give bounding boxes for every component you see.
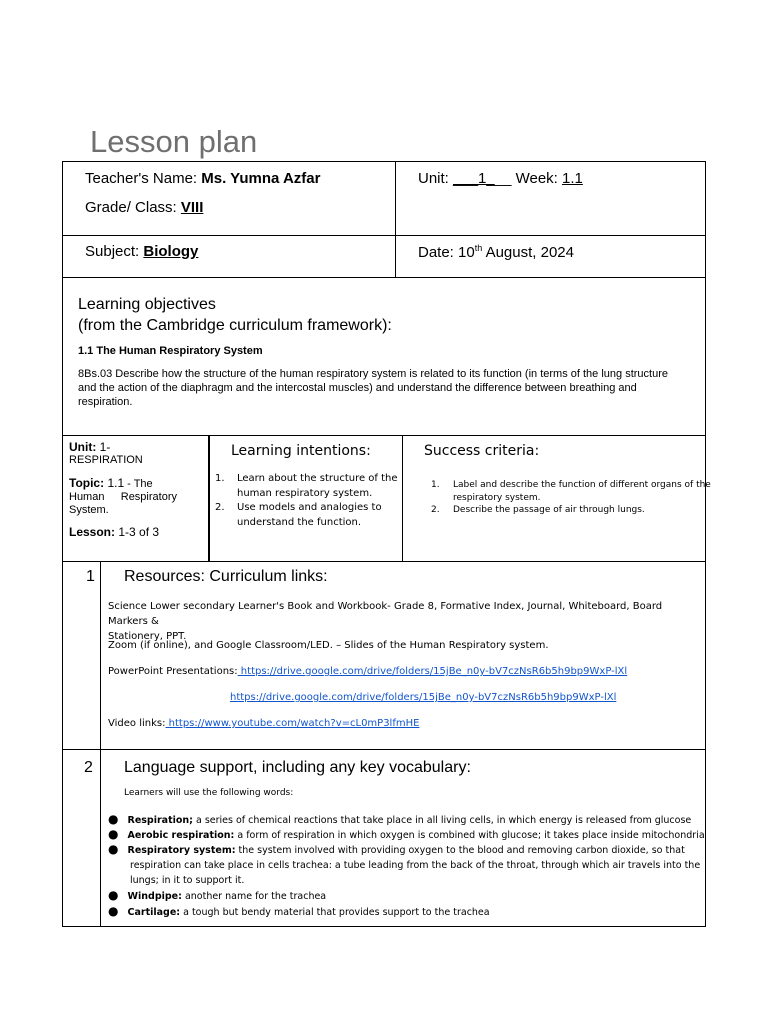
intentions-line: understand the function. [237, 517, 362, 528]
resources-line-1 [108, 599, 698, 644]
success-line: Label and describe the function of different organs of the [453, 480, 711, 490]
ppt-link-1[interactable]: https://drive.google.com/drive/folders/15jBe_n0y-bV7czNsR6b5h9bp9WxP-lXl [237, 666, 628, 677]
teacher-name: Ms. Yumna Azfar [201, 170, 321, 187]
success-line: Describe the passage of air through lungs. [453, 505, 645, 515]
vocab-term: Respiratory system: [127, 845, 236, 856]
language-number: 2 [84, 759, 93, 776]
page-title: Lesson plan [90, 124, 258, 159]
date-label: Date: 10 [418, 244, 475, 261]
vocab-item [108, 812, 691, 828]
bullet-icon: ● [108, 904, 119, 918]
success-num: 1. [431, 480, 440, 490]
teacher-label: Teacher's Name: [85, 170, 198, 187]
success-item [431, 504, 645, 517]
bullet-icon: ● [108, 842, 119, 856]
topic-line-2: Human Respiratory [69, 491, 177, 503]
language-num-divider [100, 749, 101, 927]
topic-label: Topic: [69, 476, 105, 490]
vocab-def: a form of respiration in which oxygen is combined with glucose; it takes place inside mitochondria [234, 830, 705, 841]
language-heading: Language support, including any key vocabulary: [124, 759, 471, 776]
bullet-icon: ● [108, 888, 119, 902]
vocab-wrap-1: respiration can take place in cells trachea: a tube leading from the back of the throat, through which air travels into the [130, 860, 701, 871]
success-num: 2. [431, 505, 440, 515]
intentions-item [215, 471, 398, 501]
unit-week-line [418, 170, 583, 187]
objectives-text: 8Bs.03 Describe how the structure of the human respiratory system is related to its function (in terms of the lung structure and the action of the diaphragm and the intercostal muscles) and understand the difference between breathing and respiration. [78, 368, 668, 408]
bullet-icon: ● [108, 812, 119, 826]
vocab-term: Aerobic respiration: [127, 830, 235, 841]
unit-box-label: Unit: [69, 440, 97, 454]
vocab-term: Cartilage: [127, 907, 181, 918]
vocab-def: a series of chemical reactions that take place in all living cells, in which energy is released from glucose [192, 815, 692, 826]
success-line: respiratory system. [453, 493, 541, 503]
vocab-term: Windpipe: [127, 891, 182, 902]
bullet-icon: ● [108, 827, 119, 841]
date-sup: th [474, 243, 483, 253]
lesson-value: 1-3 of 3 [115, 525, 160, 539]
row-divider-1 [208, 435, 210, 562]
success-text [453, 479, 711, 505]
vocab-item [108, 904, 490, 920]
unit-label: Unit: [418, 170, 449, 187]
objectives-subheading: 1.1 The Human Respiratory System [78, 345, 263, 357]
vocab-def: another name for the trachea [181, 891, 327, 902]
resources-heading: Resources: Curriculum links: [124, 568, 328, 585]
vocab-item [108, 888, 326, 904]
unit-box [69, 441, 205, 539]
resources-line-1b: Stationery, PPT. [108, 631, 187, 642]
success-text [453, 504, 645, 517]
vocab-term: Respiration; [127, 815, 193, 826]
week-label: Week: [515, 170, 558, 187]
resources-line-2: Zoom (if online), and Google Classroom/LED. – Slides of the Human Respiratory system. [108, 640, 549, 651]
ppt-line [108, 666, 627, 677]
objectives-heading-2: (from the Cambridge curriculum framework): [78, 317, 392, 334]
video-link[interactable]: https://www.youtube.com/watch?v=cL0mP3lfmHE [165, 718, 420, 729]
vocab-item [108, 827, 705, 843]
unit-box-value: 1- [96, 440, 111, 454]
ppt-label: PowerPoint Presentations: [108, 666, 238, 677]
unit-line [69, 441, 205, 454]
week-value: 1.1 [562, 170, 583, 187]
intentions-text [237, 471, 398, 501]
vocab-def: the system involved with providing oxygen to the blood and removing carbon dioxide, so that [235, 845, 685, 856]
subject-line [85, 243, 198, 260]
grade-value: VIII [180, 199, 204, 216]
date-line [418, 243, 574, 261]
intentions-line: Learn about the structure of the [237, 473, 398, 484]
header-vertical-divider [395, 161, 396, 278]
topic-rest: - The [124, 478, 153, 490]
success-item [431, 479, 711, 505]
video-label: Video links: [108, 718, 166, 729]
subject-label: Subject: [85, 243, 140, 260]
ppt-line-2 [230, 692, 616, 703]
vocab-wrap-2: lungs; in it to support it. [130, 875, 245, 886]
grade-label: Grade/ Class: [85, 199, 177, 216]
date-rest: August, 2024 [482, 244, 574, 261]
intentions-num: 2. [215, 502, 225, 513]
resources-number: 1 [86, 568, 95, 585]
resources-num-divider [100, 561, 101, 750]
topic-value: 1.1 [104, 476, 125, 490]
lesson-line [69, 526, 205, 539]
topic-line-3: System. [69, 504, 109, 516]
intentions-line: Use models and analogies to [237, 502, 382, 513]
grade-line [85, 199, 203, 216]
video-line [108, 718, 419, 729]
intentions-line: human respiratory system. [237, 488, 373, 499]
intentions-num: 1. [215, 473, 225, 484]
row-divider-2 [402, 435, 403, 562]
unit-box-name: RESPIRATION [69, 454, 143, 466]
lesson-label: Lesson: [69, 525, 116, 539]
topic-line [69, 477, 205, 491]
unit-trail: __ [494, 170, 512, 187]
unit-value: ___1_ [453, 170, 495, 187]
resources-line-1a: Science Lower secondary Learner's Book and Workbook- Grade 8, Formative Index, Journal, Whiteboard, Board Markers & [108, 601, 663, 627]
intentions-text [237, 500, 382, 530]
subject-value: Biology [143, 243, 199, 260]
intentions-item [215, 500, 382, 530]
teacher-name-line [85, 170, 320, 187]
objectives-heading [78, 294, 392, 336]
success-heading: Success criteria: [424, 443, 540, 459]
vocab-def: a tough but bendy material that provides support to the trachea [180, 907, 490, 918]
language-intro: Learners will use the following words: [124, 788, 294, 798]
vocab-item [108, 842, 700, 888]
intentions-heading: Learning intentions: [231, 443, 371, 459]
ppt-link-2[interactable]: https://drive.google.com/drive/folders/15jBe_n0y-bV7czNsR6b5h9bp9WxP-lXl [230, 692, 617, 703]
header-horizontal-divider [62, 235, 706, 236]
objectives-heading-1: Learning objectives [78, 296, 216, 313]
